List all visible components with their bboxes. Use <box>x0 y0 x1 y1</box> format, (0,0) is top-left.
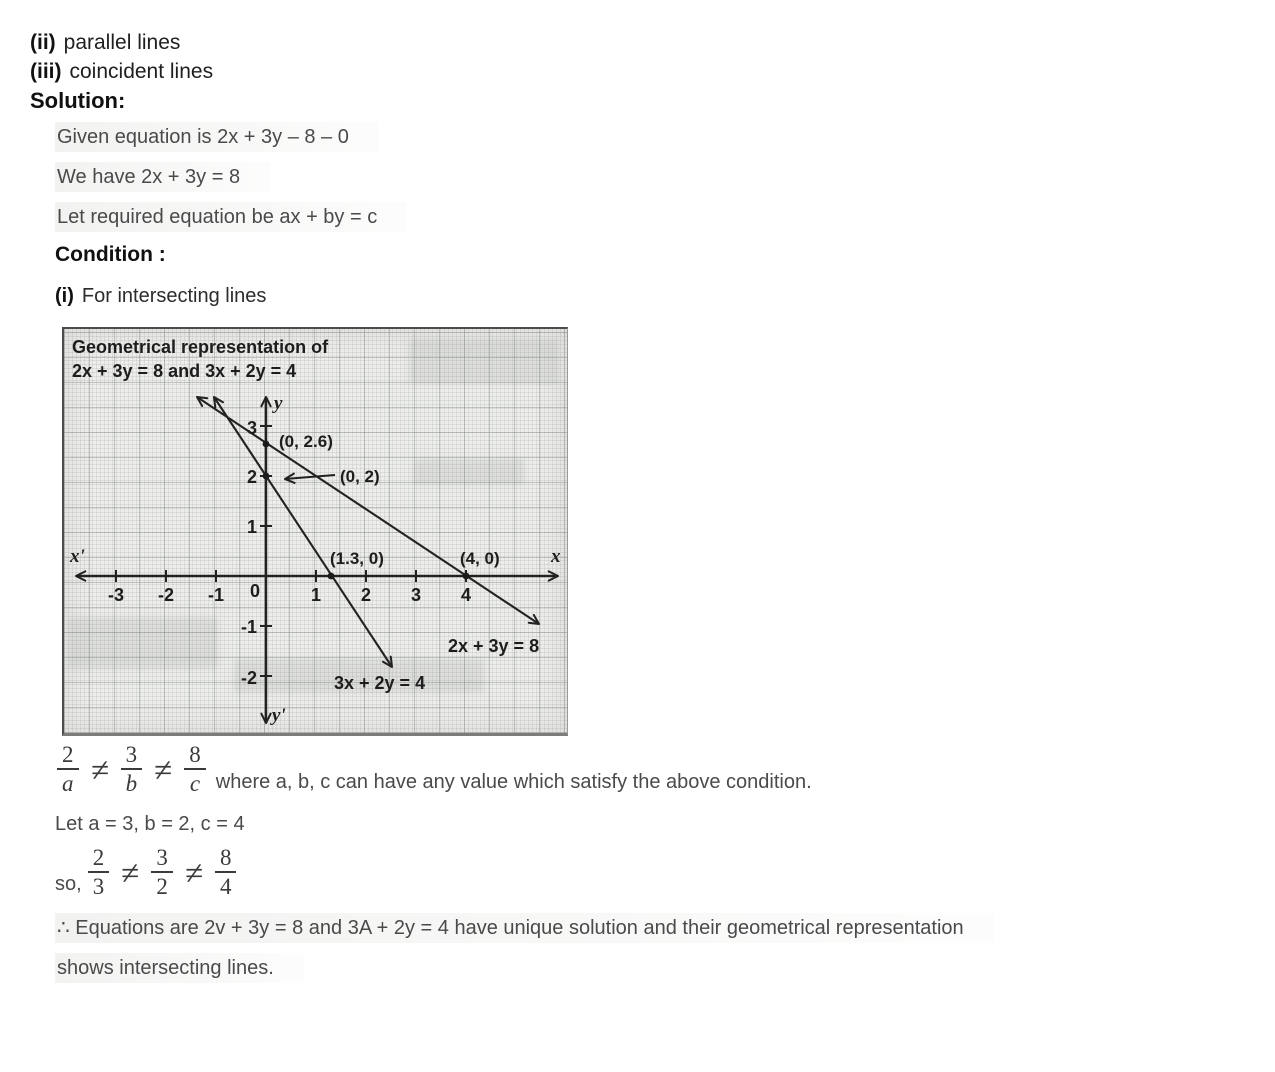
so-prefix: so, <box>55 873 82 896</box>
fraction-denominator: c <box>189 771 201 797</box>
case-text: For intersecting lines <box>81 285 267 307</box>
line-let-required-text: Let required equation be ax + by = c <box>55 202 407 232</box>
condition-heading: Condition : <box>55 243 166 266</box>
line-we-have <box>55 162 270 192</box>
x-tick-label: -2 <box>157 585 175 605</box>
fraction-3-2 <box>151 846 173 899</box>
equation-label-2x-3y-8: 2x + 3y = 8 <box>448 636 540 656</box>
conclusion-text-2: shows intersecting lines. <box>55 953 304 983</box>
conclusion-line-2 <box>55 953 304 983</box>
let-values-line: Let a = 3, b = 2, c = 4 <box>55 813 245 835</box>
point-dot-0-2.6 <box>263 441 270 448</box>
not-equal-sign: ≠ <box>184 856 203 893</box>
line-given-text: Given equation is 2x + 3y – 8 – 0 <box>55 122 379 152</box>
line-let-required <box>55 202 407 232</box>
y-tick-label: -1 <box>240 617 257 637</box>
x-tick-label: 3 <box>410 585 422 605</box>
fraction-8-4 <box>215 846 237 899</box>
not-equal-sign: ≠ <box>154 753 173 790</box>
item-text: coincident lines <box>69 60 214 83</box>
y-axis-label: y <box>274 393 283 414</box>
graph-title-line1: Geometrical representation of <box>72 337 329 357</box>
x-axis-label: x <box>551 546 561 567</box>
fraction-denominator: 3 <box>92 874 105 900</box>
fraction-3-b <box>121 743 143 796</box>
fraction-denominator: 2 <box>156 874 168 900</box>
inequality-tail-text: where a, b, c can have any value which satisfy the above condition. <box>215 771 812 794</box>
conclusion-text-1: ∴ Equations are 2v + 3y = 8 and 3A + 2y = 4 have unique solution and their geometrical representation <box>55 913 994 943</box>
fraction-numerator: 3 <box>151 846 173 873</box>
item-marker: (iii) <box>30 60 62 83</box>
inequality-general-row <box>55 743 812 796</box>
graph-panel <box>62 327 568 736</box>
point-dot-1.3-0 <box>328 573 335 580</box>
point-label-4-0: (4, 0) <box>460 549 500 568</box>
x-prime-axis-label: x' <box>70 546 85 567</box>
item-marker: (ii) <box>30 31 56 54</box>
fraction-numerator: 8 <box>215 846 237 873</box>
list-item-ii <box>30 31 180 55</box>
not-equal-sign: ≠ <box>90 753 109 790</box>
fraction-numerator: 2 <box>57 743 79 770</box>
line-given <box>55 122 379 152</box>
fraction-numerator: 3 <box>121 743 143 770</box>
y-tick-label: 2 <box>246 467 257 487</box>
point-label-0-2: (0, 2) <box>340 467 380 486</box>
conclusion-line-1 <box>55 913 994 943</box>
fraction-2-a <box>57 743 79 796</box>
fraction-denominator: a <box>62 771 74 797</box>
point-dot-4-0 <box>463 573 470 580</box>
point-label-0-2.6: (0, 2.6) <box>279 432 333 451</box>
case-i-line <box>55 284 266 308</box>
not-equal-sign: ≠ <box>121 856 140 893</box>
line-we-have-text: We have 2x + 3y = 8 <box>55 162 270 192</box>
inequality-specific-row <box>55 846 238 899</box>
point-label-1.3-0: (1.3, 0) <box>330 549 384 568</box>
list-item-iii <box>30 60 213 84</box>
fraction-numerator: 2 <box>88 846 110 873</box>
solution-heading: Solution: <box>30 88 126 113</box>
point-leader-arrow <box>285 475 335 479</box>
y-tick-label: 3 <box>246 418 257 438</box>
graph-svg <box>64 329 567 733</box>
y-tick-label: 1 <box>246 517 257 537</box>
x-tick-label: 1 <box>310 585 322 605</box>
graph-title-line2: 2x + 3y = 8 and 3x + 2y = 4 <box>72 361 297 381</box>
fraction-denominator: b <box>125 771 138 797</box>
equation-label-3x-2y-4: 3x + 2y = 4 <box>334 673 426 693</box>
point-dot-0-2 <box>263 473 270 480</box>
x-tick-label: -3 <box>107 585 125 605</box>
item-text: parallel lines <box>63 31 181 54</box>
fraction-denominator: 4 <box>219 874 232 900</box>
y-prime-axis-label: y' <box>272 705 286 726</box>
fraction-8-c <box>184 743 206 796</box>
x-tick-label: 2 <box>360 585 372 605</box>
x-tick-label: -1 <box>207 585 225 605</box>
y-tick-label: -2 <box>240 668 257 688</box>
case-marker: (i) <box>55 285 74 307</box>
x-tick-label: 4 <box>460 585 472 605</box>
origin-label: 0 <box>249 581 261 601</box>
fraction-2-3 <box>88 846 110 899</box>
fraction-numerator: 8 <box>184 743 206 770</box>
